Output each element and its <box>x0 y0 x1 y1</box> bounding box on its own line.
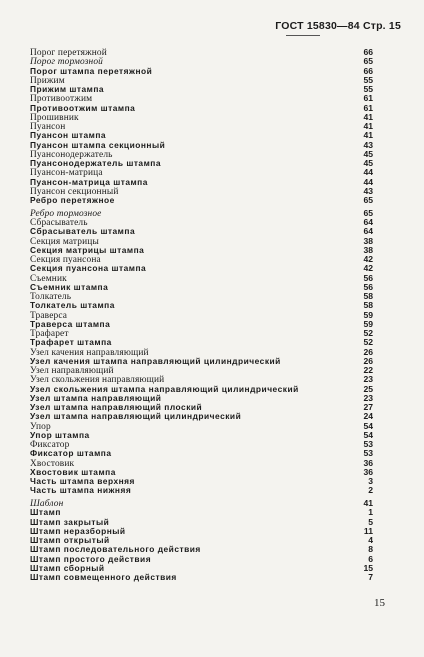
index-entry <box>30 113 373 122</box>
index-term: Штамп закрытый <box>30 516 110 527</box>
index-term: Узел штампа направляющий плоский <box>30 402 203 412</box>
index-term: Пуансонодержатель штампа <box>30 158 162 168</box>
index-term: Хвостовик штампа <box>30 466 116 477</box>
index-page-ref: 45 <box>363 148 373 159</box>
index-page-ref: 44 <box>363 176 373 187</box>
index-page-ref: 65 <box>363 207 373 218</box>
index-term: Порог тормозной <box>30 57 103 68</box>
index-page-ref: 45 <box>363 158 373 168</box>
index-term: Штамп простого действия <box>30 553 152 564</box>
index-page-ref: 38 <box>363 235 373 246</box>
index-term: Пуансон-матрица <box>30 168 103 179</box>
index-term: Траверса штампа <box>30 318 111 329</box>
index-term: Порог штампа перетяжной <box>30 65 153 76</box>
index-entry <box>30 246 373 255</box>
index-page-ref: 41 <box>363 121 373 131</box>
index-page-ref: 41 <box>363 130 373 141</box>
index-page-ref: 52 <box>363 328 373 338</box>
index-entry <box>30 48 373 57</box>
index-entry <box>30 499 373 508</box>
index-term: Узел качения направляющий <box>30 347 149 358</box>
index-page-ref: 61 <box>363 102 373 113</box>
index-term: Узел направляющий <box>30 366 114 376</box>
index-page-ref: 36 <box>363 457 373 468</box>
index-page-ref: 52 <box>363 337 373 348</box>
index-term: Трафарет <box>30 329 69 339</box>
index-term: Фиксатор <box>30 440 70 450</box>
index-page-ref: 58 <box>363 291 373 301</box>
index-page-ref: 8 <box>368 544 373 555</box>
index-term: Секция матрицы <box>30 236 99 247</box>
index-term: Прижим <box>30 75 65 86</box>
index-page-ref: 36 <box>363 466 373 477</box>
index-term: Упор штампа <box>30 429 90 440</box>
index-page-ref: 59 <box>363 309 373 320</box>
index-entry <box>30 85 373 94</box>
index-term: Сбрасыватель <box>30 218 88 228</box>
index-entry <box>30 141 373 150</box>
index-entry <box>30 366 373 375</box>
index-term: Прижим штампа <box>30 84 105 94</box>
index-page-ref: 53 <box>363 448 373 459</box>
index-page-ref: 24 <box>363 411 373 422</box>
index-term: Узел качения штампа направляющий цилиндрический <box>30 355 281 366</box>
index-page-ref: 2 <box>368 485 373 496</box>
index-term: Съемник <box>30 273 67 284</box>
index-term: Упор <box>30 421 51 432</box>
index-page-ref: 11 <box>363 525 373 536</box>
index-page-ref: 64 <box>363 217 373 227</box>
index-page-ref: 22 <box>363 365 373 375</box>
index-entry <box>30 320 373 329</box>
index-term: Штамп совмещенного действия <box>30 572 177 582</box>
index-page-ref: 58 <box>363 300 373 311</box>
index-page-ref: 41 <box>363 498 373 508</box>
index-entry <box>30 412 373 421</box>
index-term: Толкатель <box>30 292 72 302</box>
index-term: Штамп сборный <box>30 562 105 573</box>
index-page-ref: 65 <box>363 56 373 67</box>
page-number: 15 <box>374 597 385 609</box>
index-entry <box>30 227 373 236</box>
index-term: Секция пуансона штампа <box>30 263 147 274</box>
index-term: Пуансон-матрица штампа <box>30 176 148 187</box>
index-page-ref: 56 <box>363 281 373 292</box>
index-entry <box>30 357 373 366</box>
index-term: Узел штампа направляющий <box>30 392 162 403</box>
index-page-ref: 15 <box>363 562 373 573</box>
index-entry <box>30 67 373 76</box>
running-header: ГОСТ 15830—84 Стр. 15 <box>275 20 401 32</box>
header-underline <box>286 35 320 36</box>
index-page-ref: 25 <box>363 383 373 394</box>
index-entry <box>30 196 373 205</box>
index-entry <box>30 431 373 440</box>
index-page-ref: 53 <box>363 439 373 449</box>
index-entry <box>30 104 373 113</box>
index-page-ref: 61 <box>363 93 373 104</box>
index-entry <box>30 283 373 292</box>
index-term: Трафарет штампа <box>30 337 112 348</box>
index-term: Ребро тормозное <box>30 208 102 219</box>
index-page-ref: 66 <box>363 47 373 57</box>
index-term: Пуансон <box>30 122 66 132</box>
index-entry <box>30 338 373 347</box>
index-term: Пуансонодержатель <box>30 149 113 160</box>
index-page-ref: 44 <box>363 167 373 178</box>
index-term: Узел штампа направляющий цилиндрический <box>30 411 242 422</box>
index-page-ref: 55 <box>363 84 373 94</box>
index-term: Штамп <box>30 507 61 518</box>
index-term: Пуансон секционный <box>30 186 119 197</box>
index-page-ref: 1 <box>368 507 373 518</box>
index-page-ref: 23 <box>363 374 373 385</box>
index-term: Часть штампа верхняя <box>30 476 135 486</box>
index-page-ref: 4 <box>368 535 373 545</box>
index-entry <box>30 301 373 310</box>
index-page-ref: 7 <box>368 572 373 582</box>
index-page-ref: 55 <box>363 74 373 85</box>
index-page-ref: 66 <box>363 65 373 76</box>
index-term: Сбрасыватель штампа <box>30 226 136 237</box>
index-term: Пуансон штампа секционный <box>30 139 166 150</box>
index-page-ref: 65 <box>363 195 373 205</box>
index-page-ref: 54 <box>363 420 373 431</box>
index-page-ref: 42 <box>363 254 373 264</box>
index-term: Секция матрицы штампа <box>30 244 145 255</box>
index-term: Штамп последовательного действия <box>30 544 201 555</box>
index-term: Узел скольжения направляющий <box>30 375 165 386</box>
index-page-ref: 27 <box>363 402 373 412</box>
index-entry <box>30 573 373 582</box>
index-term: Шаблон <box>30 499 64 509</box>
index-entry <box>30 159 373 168</box>
index-entry <box>30 486 373 495</box>
index-page-ref: 5 <box>368 516 373 527</box>
index-page-ref: 41 <box>363 111 373 122</box>
index-entry <box>30 449 373 458</box>
index-term: Штамп неразборный <box>30 525 126 536</box>
index-term: Штамп открытый <box>30 535 110 545</box>
index-term: Хвостовик <box>30 458 75 469</box>
index-page-ref: 56 <box>363 272 373 283</box>
index-page-ref: 64 <box>363 226 373 237</box>
index-term: Пуансон штампа <box>30 130 107 141</box>
index-term: Противоотжим штампа <box>30 102 136 113</box>
index-term: Узел скольжения штампа направляющий цилиндрический <box>30 383 299 394</box>
index-term: Порог перетяжной <box>30 48 107 58</box>
index-page-ref: 23 <box>363 392 373 403</box>
index-page-ref: 26 <box>363 355 373 366</box>
index-term: Секция пуансона <box>30 255 101 265</box>
index-page-ref: 6 <box>368 553 373 564</box>
index-term: Прошивник <box>30 112 79 123</box>
index-entry <box>30 264 373 273</box>
index-entry <box>30 209 373 218</box>
index-entry <box>30 178 373 187</box>
index-term: Противоотжим <box>30 94 93 105</box>
index-page-ref: 38 <box>363 244 373 255</box>
index-page-ref: 43 <box>363 185 373 196</box>
index-term: Съемник штампа <box>30 281 109 292</box>
index-page-ref: 54 <box>363 429 373 440</box>
index-page-ref: 26 <box>363 346 373 357</box>
index-term: Траверса <box>30 310 68 321</box>
index-page-ref: 3 <box>368 476 373 486</box>
index-term: Фиксатор штампа <box>30 448 112 459</box>
index-page-ref: 59 <box>363 318 373 329</box>
alphabetical-index <box>30 48 373 582</box>
index-page-ref: 42 <box>363 263 373 274</box>
index-page-ref: 43 <box>363 139 373 150</box>
index-term: Толкатель штампа <box>30 300 115 311</box>
index-term: Часть штампа нижняя <box>30 485 132 496</box>
index-term: Ребро перетяжное <box>30 195 115 205</box>
